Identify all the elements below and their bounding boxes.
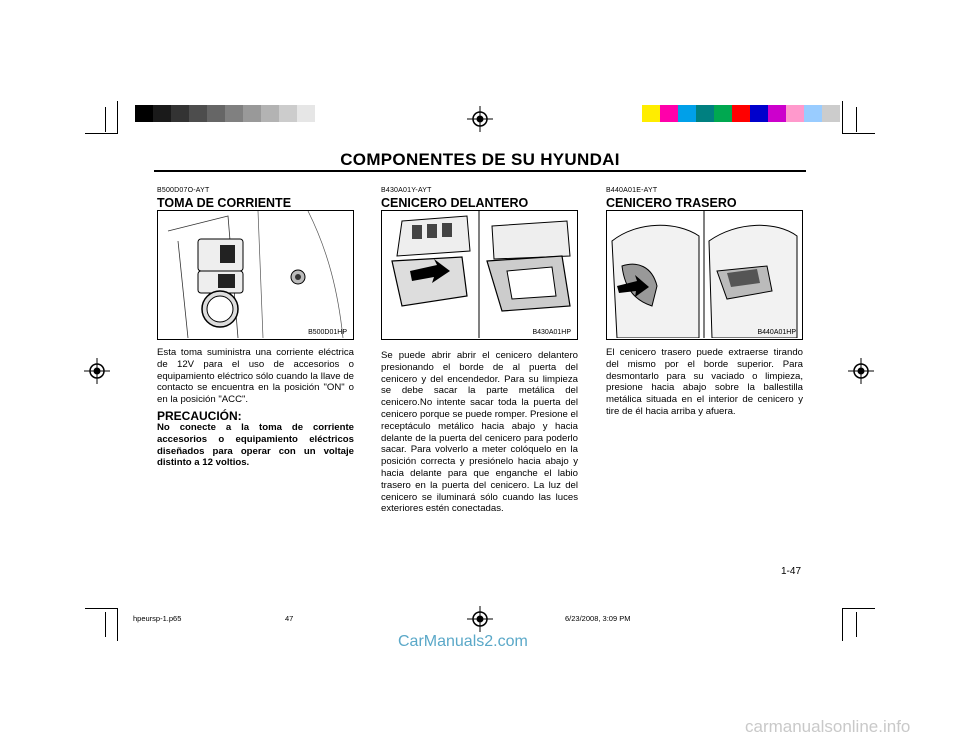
warning-body: No conecte a la toma de corriente accesorios o equipamiento eléctricos diseñados para operar con un voltaje distinto a 12 voltios.: [157, 422, 354, 469]
color-calibration-bar: [642, 105, 840, 122]
section-heading: CENICERO TRASERO: [606, 196, 737, 210]
gray-swatch: [135, 105, 153, 122]
gray-swatch: [297, 105, 315, 122]
color-swatch: [660, 105, 678, 122]
color-swatch: [696, 105, 714, 122]
rear-ashtray-illustration: [607, 211, 801, 338]
section-code: B440A01E-AYT: [606, 187, 658, 194]
gray-swatch: [207, 105, 225, 122]
figure-code: B430A01HP: [532, 329, 571, 336]
color-swatch: [750, 105, 768, 122]
title-rule: [154, 170, 806, 172]
registration-mark-icon: [84, 358, 110, 384]
gray-swatch: [171, 105, 189, 122]
watermark-carmanuals[interactable]: CarManuals2.com: [398, 633, 528, 650]
footer-date: 6/23/2008, 3:09 PM: [565, 614, 631, 623]
power-outlet-illustration: [158, 211, 352, 338]
registration-mark-icon: [467, 606, 493, 632]
color-swatch: [678, 105, 696, 122]
section-heading: CENICERO DELANTERO: [381, 196, 529, 210]
gray-swatch: [279, 105, 297, 122]
section-code: B430A01Y-AYT: [381, 187, 432, 194]
color-swatch: [642, 105, 660, 122]
color-swatch: [714, 105, 732, 122]
color-swatch: [768, 105, 786, 122]
figure-code: B440A01HP: [757, 329, 796, 336]
section-code: B500D07O-AYT: [157, 187, 210, 194]
footer-file: hpeursp-1.p65: [133, 614, 182, 623]
registration-mark-icon: [467, 106, 493, 132]
gray-swatch: [243, 105, 261, 122]
page-number: 1-47: [781, 566, 802, 577]
footer-page: 47: [285, 614, 294, 623]
section-heading: TOMA DE CORRIENTE: [157, 196, 292, 210]
watermark-online[interactable]: carmanualsonline.info: [745, 717, 911, 736]
gray-swatch: [189, 105, 207, 122]
section-body: El cenicero trasero puede extraerse tirando del mismo por el borde superior. Para desmontarlo para su vaciado o limpieza, presione hacia abajo sobre la ballestilla metálica situada en el interior de cenicero y tire de él hacia arriba y afuera.: [606, 347, 803, 417]
registration-mark-icon: [848, 358, 874, 384]
power-outlet-figure: [157, 210, 354, 340]
gray-swatch: [261, 105, 279, 122]
gray-swatch: [153, 105, 171, 122]
gray-swatch: [225, 105, 243, 122]
section-body: Se puede abrir abrir el cenicero delantero presionando el borde de al puerta del cenicero y del encendedor. Para su limpieza se debe sacar la parte metálica del cenicero.No intente sacar toda la puerta del cenicero porque se puede romper. Presione el receptáculo metálico hacia abajo y hacia delante de la puerta del cenicero para poderlo sacar. Para volverlo a meter colóquelo en la posición correcta y presiónelo hacia abajo y hacia delante para que enganche el labio trasero en la puerta del cenicero. La luz del cenicero se iluminará sólo cuando las luces exteriores estén conectadas.: [381, 350, 578, 515]
color-swatch: [804, 105, 822, 122]
rear-ashtray-figure: [606, 210, 803, 340]
grayscale-bar: [135, 105, 315, 122]
page-title: COMPONENTES DE SU HYUNDAI: [340, 150, 620, 169]
color-swatch: [732, 105, 750, 122]
warning-heading: PRECAUCIÓN:: [157, 409, 242, 423]
figure-code: B500D01HP: [308, 329, 347, 336]
front-ashtray-figure: [381, 210, 578, 340]
front-ashtray-illustration: [382, 211, 576, 338]
section-body: Esta toma suministra una corriente eléctrica de 12V para el uso de accesorios o equipamiento eléctrico sólo cuando la llave de contacto se encuentra en la posición "ON" o en la posición "ACC".: [157, 347, 354, 406]
color-swatch: [786, 105, 804, 122]
color-swatch: [822, 105, 840, 122]
